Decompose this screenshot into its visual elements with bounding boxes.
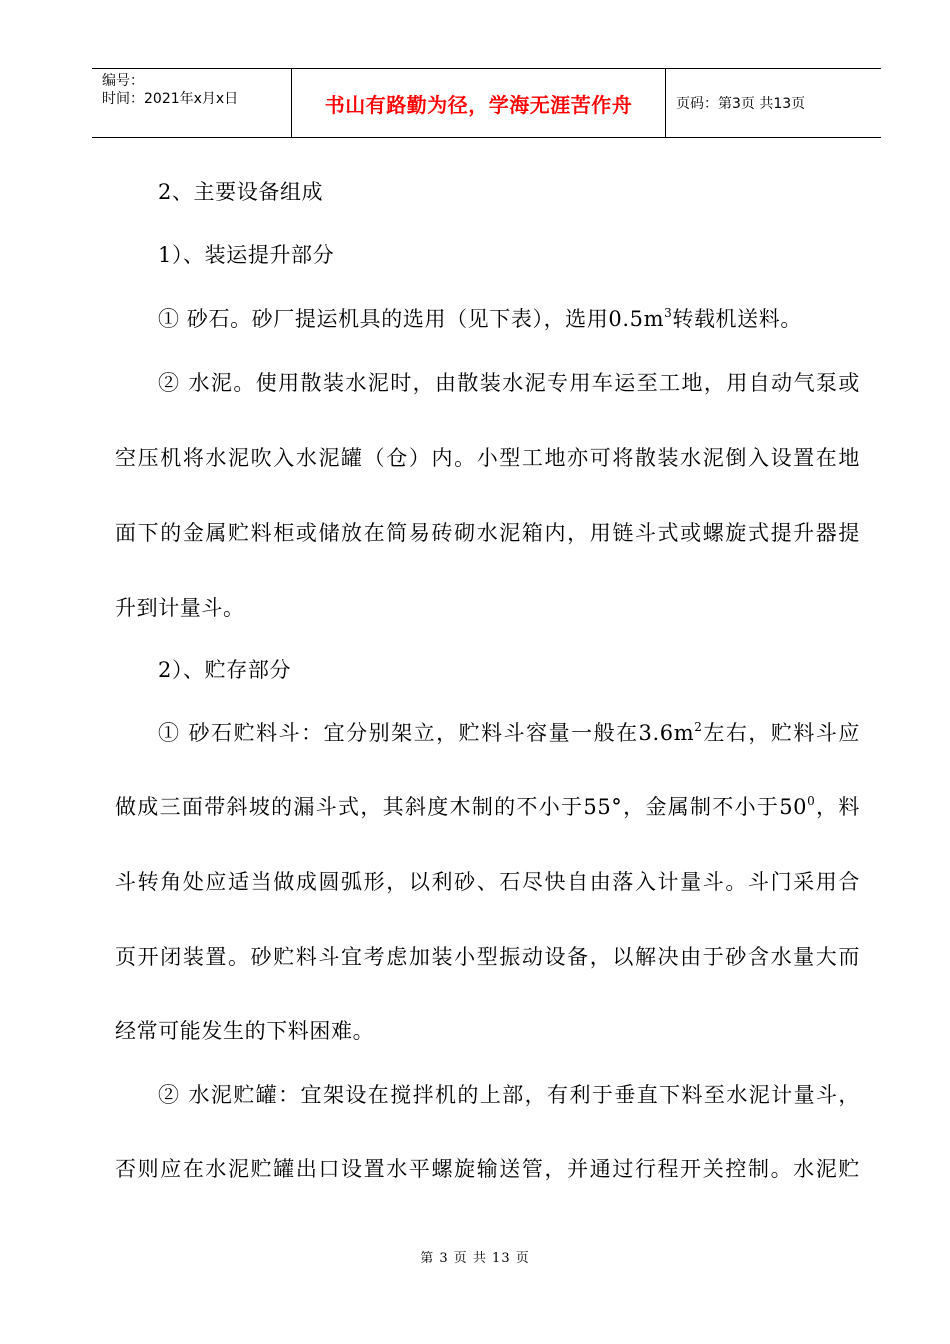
slope-text-end: ，料 — [815, 795, 860, 819]
subsection-title-storage: 2）、贮存部分 — [158, 658, 292, 682]
paragraph-cement-tank-line-1: ② 水泥贮罐：宜架设在搅拌机的上部，有利于垂直下料至水泥计量斗， — [158, 1083, 860, 1107]
section-title: 2、主要设备组成 — [158, 180, 324, 204]
sand-text-end: 转载机送料。 — [672, 307, 802, 331]
hopper-text-end: 左右，贮料斗应 — [702, 721, 860, 745]
paragraph-hopper-line-1 — [158, 718, 860, 748]
header-page-cell — [666, 69, 881, 137]
paragraph-hopper-line-3: 斗转角处应适当做成圆弧形，以利砂、石尽快自由落入计量斗。斗门采用合 — [115, 870, 860, 894]
page-footer: 第 3 页 共 13 页 — [420, 1251, 530, 1266]
paragraph-cement-line-3: 面下的金属贮料柜或储放在简易砖砌水泥箱内，用链斗式或螺旋式提升器提 — [115, 521, 860, 545]
degree-superscript: 0 — [807, 794, 816, 808]
paragraph-cement-tank-line-2: 否则应在水泥贮罐出口设置水平螺旋输送管，并通过行程开关控制。水泥贮 — [115, 1157, 860, 1181]
hopper-text: ① 砂石贮料斗：宜分别架立，贮料斗容量一般在3.6m — [158, 721, 695, 745]
sand-text: ① 砂石。砂厂提运机具的选用（见下表），选用0.5m — [158, 307, 665, 331]
header-motto-cell — [292, 69, 666, 137]
document-number-label: 编号： — [102, 73, 144, 89]
header-page-code: 页码：第3页 共13页 — [676, 96, 806, 112]
paragraph-cement-line-2: 空压机将水泥吹入水泥罐（仓）内。小型工地亦可将散装水泥倒入设置在地 — [115, 446, 860, 470]
document-time-label: 时间：2021年x月x日 — [102, 91, 239, 107]
paragraph-cement-line-4: 升到计量斗。 — [115, 596, 245, 620]
header-motto: 书山有路勤为径，学海无涯苦作舟 — [324, 92, 633, 117]
paragraph-cement-line-1: ② 水泥。使用散装水泥时，由散装水泥专用车运至工地，用自动气泵或 — [158, 371, 860, 395]
paragraph-sand-stone — [158, 304, 860, 334]
sand-superscript: 3 — [664, 306, 673, 320]
hopper-superscript: 2 — [694, 720, 703, 734]
subsection-title-loading: 1）、装运提升部分 — [158, 243, 335, 267]
document-header — [92, 68, 881, 138]
paragraph-hopper-line-4: 页开闭装置。砂贮料斗宜考虑加装小型振动设备，以解决由于砂含水量大而 — [115, 945, 860, 969]
paragraph-hopper-line-5: 经常可能发生的下料困难。 — [115, 1019, 375, 1043]
paragraph-hopper-line-2 — [115, 792, 860, 822]
header-info-cell — [92, 69, 292, 137]
slope-text: 做成三面带斜坡的漏斗式，其斜度木制的不小于55°，金属制不小于50 — [115, 795, 808, 819]
